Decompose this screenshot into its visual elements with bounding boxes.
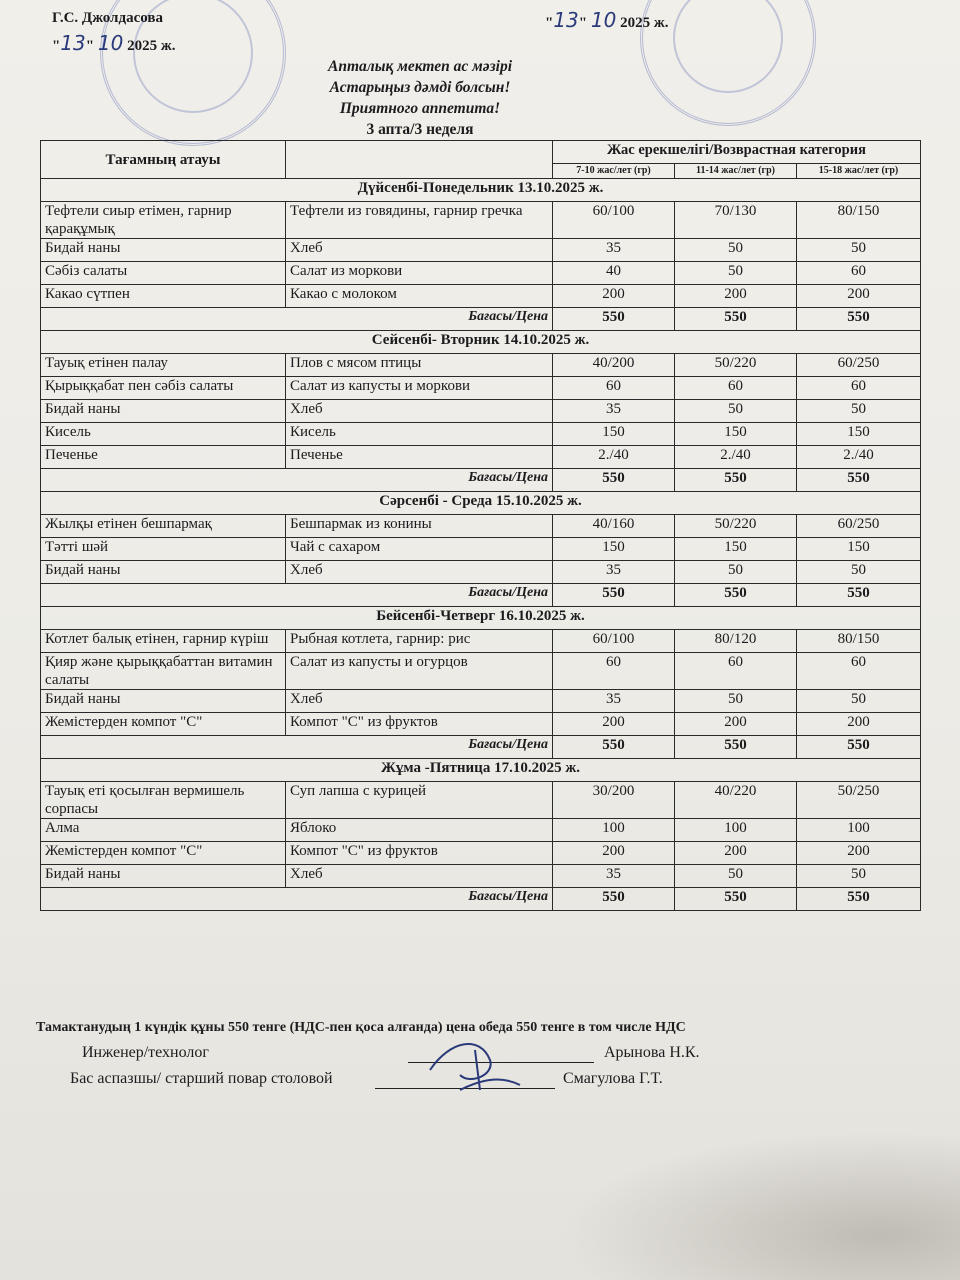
- portion-value: 80/120: [675, 630, 797, 653]
- menu-titles: [270, 56, 570, 140]
- approval-year-right: 2025 ж.: [620, 15, 669, 31]
- portion-value: 50/220: [675, 515, 797, 538]
- day-header: Дүйсенбі-Понедельник 13.10.2025 ж.: [41, 179, 921, 202]
- price-value: 550: [553, 469, 675, 492]
- dish-name-kz: Печенье: [41, 446, 286, 469]
- table-row: [41, 354, 921, 377]
- portion-value: 50: [675, 239, 797, 262]
- portion-value: 60: [553, 377, 675, 400]
- portion-value: 50: [797, 690, 921, 713]
- portion-value: 40/160: [553, 515, 675, 538]
- portion-value: 60: [797, 653, 921, 690]
- price-note: Тамактанудың 1 күндік құны 550 тенге (НДС-пен қоса алғанда) цена обеда 550 тенге в том числе НДС: [36, 1020, 686, 1035]
- table-row: [41, 842, 921, 865]
- table-row: [41, 262, 921, 285]
- portion-value: 2./40: [797, 446, 921, 469]
- price-value: 550: [675, 469, 797, 492]
- portion-value: 200: [553, 842, 675, 865]
- column-header-age: Жас ерекшелігі/Возврастная категория: [553, 141, 921, 164]
- table-row: [41, 690, 921, 713]
- day-header: Сәрсенбі - Среда 15.10.2025 ж.: [41, 492, 921, 515]
- wish-ru: Приятного аппетита!: [339, 100, 501, 117]
- portion-value: 200: [797, 713, 921, 736]
- approval-left: Г.С. Джолдасова "13" 10 2025 ж.: [52, 10, 176, 55]
- portion-value: 150: [797, 423, 921, 446]
- approval-day-right: 13: [553, 8, 579, 32]
- portion-value: 50: [797, 865, 921, 888]
- dish-name-kz: Тауық еті қосылған вермишель сорпасы: [41, 782, 286, 819]
- portion-value: 50: [797, 400, 921, 423]
- column-header-empty: [286, 141, 553, 179]
- portion-value: 35: [553, 690, 675, 713]
- portion-value: 35: [553, 239, 675, 262]
- table-row: [41, 239, 921, 262]
- price-value: 550: [553, 736, 675, 759]
- portion-value: 35: [553, 400, 675, 423]
- portion-value: 80/150: [797, 630, 921, 653]
- menu-title-kz: Апталық мектеп ас мәзірі: [328, 58, 512, 75]
- portion-value: 50/220: [675, 354, 797, 377]
- dish-name-ru: Тефтели из говядины, гарнир гречка: [286, 202, 553, 239]
- price-value: 550: [797, 584, 921, 607]
- dish-name-kz: Сәбіз салаты: [41, 262, 286, 285]
- age-header: 15-18 жас/лет (гр): [797, 164, 921, 179]
- price-label: Бағасы/Цена: [41, 308, 553, 331]
- dish-name-kz: Тефтели сиыр етімен, гарнир қарақұмық: [41, 202, 286, 239]
- day-header: Бейсенбі-Четверг 16.10.2025 ж.: [41, 607, 921, 630]
- portion-value: 30/200: [553, 782, 675, 819]
- portion-value: 50: [797, 239, 921, 262]
- table-row: [41, 202, 921, 239]
- table-row: [41, 285, 921, 308]
- portion-value: 60/100: [553, 630, 675, 653]
- portion-value: 60: [675, 377, 797, 400]
- portion-value: 150: [675, 538, 797, 561]
- portion-value: 150: [553, 538, 675, 561]
- approver-name: Г.С. Джолдасова: [52, 10, 163, 26]
- table-row: [41, 400, 921, 423]
- portion-value: 50/250: [797, 782, 921, 819]
- dish-name-kz: Жемістерден компот "С": [41, 713, 286, 736]
- portion-value: 40: [553, 262, 675, 285]
- dish-name-kz: Жемістерден компот "С": [41, 842, 286, 865]
- price-value: 550: [553, 308, 675, 331]
- engineer-role: Инженер/технолог: [82, 1044, 209, 1061]
- portion-value: 100: [797, 819, 921, 842]
- wish-kz: Астарыңыз дәмді болсын!: [329, 79, 511, 96]
- dish-name-kz: Кисель: [41, 423, 286, 446]
- table-row: [41, 865, 921, 888]
- dish-name-kz: Алма: [41, 819, 286, 842]
- portion-value: 50: [675, 865, 797, 888]
- portion-value: 2./40: [675, 446, 797, 469]
- portion-value: 200: [797, 285, 921, 308]
- price-value: 550: [675, 888, 797, 911]
- table-row: [41, 713, 921, 736]
- day-header: Сейсенбі- Вторник 14.10.2025 ж.: [41, 331, 921, 354]
- approval-month: 10: [97, 31, 124, 55]
- portion-value: 60: [797, 262, 921, 285]
- day-header: Жұма -Пятница 17.10.2025 ж.: [41, 759, 921, 782]
- portion-value: 150: [675, 423, 797, 446]
- dish-name-ru: Какао с молоком: [286, 285, 553, 308]
- dish-name-ru: Компот "С" из фруктов: [286, 842, 553, 865]
- menu-table: [40, 140, 921, 911]
- portion-value: 80/150: [797, 202, 921, 239]
- price-value: 550: [675, 584, 797, 607]
- chef-name: Смагулова Г.Т.: [563, 1070, 663, 1087]
- portion-value: 60: [797, 377, 921, 400]
- chef-role: Бас аспазшы/ старший повар столовой: [70, 1070, 333, 1087]
- dish-name-ru: Хлеб: [286, 239, 553, 262]
- price-value: 550: [797, 888, 921, 911]
- price-value: 550: [675, 736, 797, 759]
- approval-right: "13" 10 2025 ж.: [545, 8, 669, 32]
- dish-name-kz: Котлет балық етінен, гарнир күріш: [41, 630, 286, 653]
- portion-value: 60: [553, 653, 675, 690]
- portion-value: 50: [675, 400, 797, 423]
- table-row: [41, 446, 921, 469]
- portion-value: 150: [553, 423, 675, 446]
- portion-value: 50: [797, 561, 921, 584]
- portion-value: 200: [675, 285, 797, 308]
- dish-name-kz: Бидай наны: [41, 561, 286, 584]
- table-row: [41, 538, 921, 561]
- shadow: [560, 1130, 960, 1280]
- portion-value: 70/130: [675, 202, 797, 239]
- portion-value: 60: [675, 653, 797, 690]
- dish-name-kz: Қырыққабат пен сәбіз салаты: [41, 377, 286, 400]
- portion-value: 35: [553, 865, 675, 888]
- price-value: 550: [553, 584, 675, 607]
- dish-name-kz: Бидай наны: [41, 865, 286, 888]
- portion-value: 200: [553, 285, 675, 308]
- portion-value: 40/200: [553, 354, 675, 377]
- dish-name-ru: Плов с мясом птицы: [286, 354, 553, 377]
- approval-day: 13: [60, 31, 86, 55]
- table-row: [41, 630, 921, 653]
- dish-name-kz: Бидай наны: [41, 400, 286, 423]
- portion-value: 60/250: [797, 354, 921, 377]
- column-header-name: Тағамның атауы: [41, 141, 286, 179]
- age-header: 7-10 жас/лет (гр): [553, 164, 675, 179]
- portion-value: 200: [675, 713, 797, 736]
- portion-value: 100: [675, 819, 797, 842]
- price-value: 550: [797, 469, 921, 492]
- portion-value: 60/100: [553, 202, 675, 239]
- portion-value: 200: [553, 713, 675, 736]
- table-row: [41, 423, 921, 446]
- approval-month-right: 10: [590, 8, 617, 32]
- price-value: 550: [553, 888, 675, 911]
- table-row: [41, 377, 921, 400]
- engineer-name: Арынова Н.К.: [604, 1044, 700, 1061]
- price-value: 550: [797, 308, 921, 331]
- table-row: [41, 515, 921, 538]
- price-label: Бағасы/Цена: [41, 736, 553, 759]
- dish-name-ru: Салат из капусты и огурцов: [286, 653, 553, 690]
- dish-name-kz: Бидай наны: [41, 690, 286, 713]
- portion-value: 150: [797, 538, 921, 561]
- dish-name-ru: Чай с сахаром: [286, 538, 553, 561]
- dish-name-ru: Печенье: [286, 446, 553, 469]
- table-row: [41, 653, 921, 690]
- dish-name-ru: Хлеб: [286, 561, 553, 584]
- portion-value: 200: [675, 842, 797, 865]
- price-label: Бағасы/Цена: [41, 469, 553, 492]
- portion-value: 50: [675, 262, 797, 285]
- table-row: [41, 561, 921, 584]
- portion-value: 40/220: [675, 782, 797, 819]
- portion-value: 50: [675, 690, 797, 713]
- age-header: 11-14 жас/лет (гр): [675, 164, 797, 179]
- dish-name-kz: Тауық етінен палау: [41, 354, 286, 377]
- portion-value: 100: [553, 819, 675, 842]
- table-row: [41, 782, 921, 819]
- dish-name-kz: Какао сүтпен: [41, 285, 286, 308]
- dish-name-ru: Компот "С" из фруктов: [286, 713, 553, 736]
- dish-name-kz: Бидай наны: [41, 239, 286, 262]
- dish-name-ru: Салат из моркови: [286, 262, 553, 285]
- price-label: Бағасы/Цена: [41, 584, 553, 607]
- portion-value: 35: [553, 561, 675, 584]
- dish-name-ru: Салат из капусты и моркови: [286, 377, 553, 400]
- portion-value: 60/250: [797, 515, 921, 538]
- dish-name-ru: Кисель: [286, 423, 553, 446]
- dish-name-ru: Яблоко: [286, 819, 553, 842]
- price-label: Бағасы/Цена: [41, 888, 553, 911]
- dish-name-ru: Хлеб: [286, 690, 553, 713]
- dish-name-ru: Хлеб: [286, 400, 553, 423]
- price-value: 550: [675, 308, 797, 331]
- price-value: 550: [797, 736, 921, 759]
- dish-name-ru: Бешпармак из конины: [286, 515, 553, 538]
- portion-value: 2./40: [553, 446, 675, 469]
- portion-value: 50: [675, 561, 797, 584]
- dish-name-ru: Суп лапша с курицей: [286, 782, 553, 819]
- week-label: 3 апта/3 неделя: [366, 121, 474, 138]
- dish-name-ru: Хлеб: [286, 865, 553, 888]
- dish-name-kz: Қияр және қырыққабаттан витамин салаты: [41, 653, 286, 690]
- dish-name-kz: Тәтті шәй: [41, 538, 286, 561]
- table-row: [41, 819, 921, 842]
- portion-value: 200: [797, 842, 921, 865]
- handwritten-signature: [420, 1030, 530, 1100]
- dish-name-kz: Жылқы етінен бешпармақ: [41, 515, 286, 538]
- dish-name-ru: Рыбная котлета, гарнир: рис: [286, 630, 553, 653]
- approval-year: 2025 ж.: [127, 38, 176, 54]
